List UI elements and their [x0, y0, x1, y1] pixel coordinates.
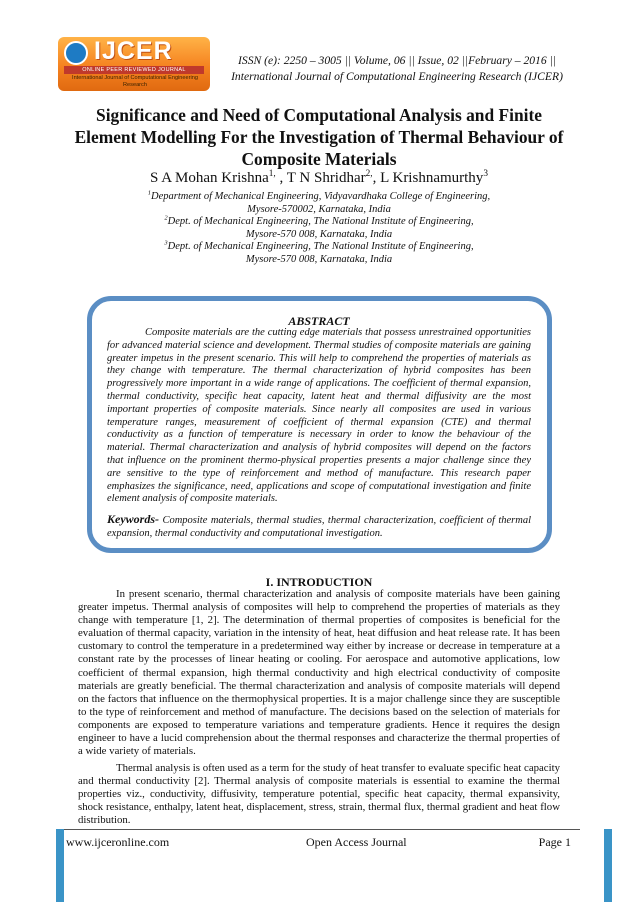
affiliation-line: Mysore-570002, Karnataka, India	[247, 203, 391, 215]
footer-divider	[58, 829, 580, 830]
author-name: S A Mohan Krishna	[150, 170, 269, 186]
header-issn: ISSN (e): 2250 – 3005 || Volume, 06 || Issue, 02 ||February – 2016 ||	[238, 54, 556, 67]
affiliation-text: Dept. of Mechanical Engineering, The National Institute of Engineering,	[167, 241, 474, 253]
header-journal: International Journal of Computational Engineering Research (IJCER)	[231, 70, 563, 83]
affiliation-line	[110, 241, 528, 254]
paper-title: Significance and Need of Computational Analysis and Finite Element Modelling For the Investigation of Thermal Behaviour of Composite Materials	[74, 105, 564, 169]
footer-access: Open Access Journal	[306, 835, 407, 849]
body-paragraph: In present scenario, thermal characterization and analysis of composite materials have been gaining greater impetus. Thermal analysis of composites will help to comprehend the properties of materials as they change with temperature [1, 2]. The determination of thermal properties of composites is beneficial for the evaluation of thermal capacity, variation in the intensity of heat, heat diffusion and heat release rate. It has been customary to control the temperature in a predetermined way either by increase or decrease in temperature at a constant rate by the processes of linear heating or cooling. For aerospace and automotive applications, low coefficient of thermal expansion, high thermal conductivity and high electrical conductivity of composite materials are greatly beneficial. The thermal characterization and analysis of composite materials will depend on the factors that influence on the thermophysical properties. It is a major challenge since they are susceptible to the type of reinforcement and method of manufacture. The decisions based on the selection of materials for components are exposed to temperature variations and temperature gradients. Hence it requires the design engineer to have a lucid comprehension about the thermal responses and characterize the thermal properties of a wide variety of materials.	[78, 588, 560, 758]
keywords-text: Composite materials, thermal studies, thermal characterization, coefficient of thermal expansion, thermal conductivity and computational investigation.	[107, 515, 531, 539]
author-separator: ,	[372, 170, 381, 186]
logo-subtitle: International Journal of Computational Engineering Research	[72, 75, 198, 88]
logo-name: IJCER	[94, 37, 173, 65]
keywords	[107, 513, 531, 541]
footer-website[interactable]: www.ijceronline.com	[66, 835, 170, 849]
page-footer	[66, 835, 571, 851]
author-separator: ,	[275, 170, 287, 186]
affiliation-sup: 2	[164, 214, 168, 222]
footer-page-number: Page 1	[538, 835, 571, 849]
globe-icon	[64, 41, 88, 65]
affiliation-text: Dept. of Mechanical Engineering, The National Institute of Engineering,	[167, 216, 474, 228]
affiliation-sup: 3	[164, 239, 168, 247]
affiliation-line: Mysore-570 008, Karnataka, India	[245, 253, 393, 265]
abstract-text: Composite materials are the cutting edge materials that possess unrestrained opportunities for advanced material science and development. Thermal studies of composite materials are gaining greater impetus in the present scenario. This will help to comprehend the properties of materials as they change with temperature. The thermal characterization of hybrid composites has been progressively more important in a wide range of applications. The coefficient of thermal expansion, thermal conductivity, specific heat capacity, latent heat and thermal diffusivity are the most important properties of composite materials. Since nearly all composites are used in various temperature ranges, measurement of coefficient of thermal expansion (CTE) and thermal conductivity as a function of temperature is necessary in order to know the behaviour of the material. Thermal characterization and analysis of hybrid composites will depend on the factors that influence on the prominent thermo-physical properties presents a major challenge since they are sensitive to the type of reinforcement and method of manufacture. This research paper emphasizes the significance, need, applications and scope of computational investigation and finite element analysis of composite materials.	[107, 327, 531, 505]
author-sup: 2,	[365, 169, 373, 179]
journal-logo	[58, 37, 210, 91]
section-heading: I. INTRODUCTION	[265, 575, 373, 589]
author-name: T N Shridhar	[286, 170, 366, 186]
affiliation-line	[110, 216, 528, 229]
journal-header	[212, 53, 582, 85]
affiliation-line	[110, 191, 528, 204]
body-paragraph: Thermal analysis is often used as a term for the study of heat transfer to evaluate specific heat capacity and thermal conductivity [2]. Thermal analysis of composite materials is essential to examine the thermal properties viz., conductivity, diffusivity, temperature potential, specific heat capacity, thermal expansivity, shock resistance, enthalpy, latent heat, displacement, stress, strain, thermal flux, thermal gradient and heat flow distribution.	[78, 762, 560, 827]
author-list	[60, 170, 578, 187]
author-sup: 1,	[268, 169, 276, 179]
footer-bar-left	[56, 829, 64, 902]
affiliations	[110, 191, 528, 267]
affiliation-line: Mysore-570 008, Karnataka, India	[245, 228, 393, 240]
abstract-heading: ABSTRACT	[288, 314, 350, 328]
keywords-label: Keywords-	[107, 512, 159, 526]
footer-bar-right	[604, 829, 612, 902]
author-sup: 3	[483, 169, 488, 179]
logo-tagline: ONLINE PEER REVIEWED JOURNAL	[64, 66, 204, 74]
affiliation-sup: 1	[147, 189, 152, 197]
affiliation-text: Department of Mechanical Engineering, Vidyavardhaka College of Engineering,	[151, 191, 491, 202]
author-name: L Krishnamurthy	[380, 170, 484, 186]
